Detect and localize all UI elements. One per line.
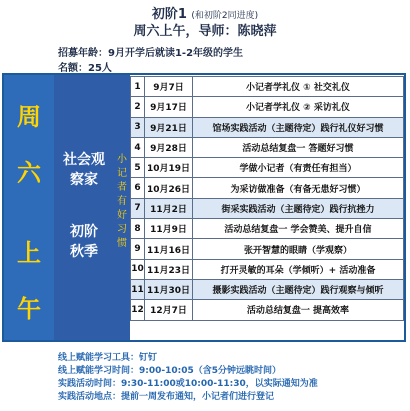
session-number: 3: [131, 117, 145, 137]
day-char-4: 午: [17, 294, 41, 323]
session-activity: 学做小记者（有责任有担当）: [193, 158, 404, 178]
session-activity: 活动总结复盘一 提高效率: [193, 300, 404, 320]
session-activity: 小记者学礼仪 ② 采访礼仪: [193, 97, 404, 117]
session-activity: 馆场实践活动（主题待定）践行礼仪好习惯: [193, 117, 404, 137]
course-name-line-1: 社会观: [63, 152, 105, 168]
table-row: [131, 239, 404, 259]
course-title-panel: [54, 75, 114, 340]
schedule-table: [130, 76, 404, 321]
session-number: 8: [131, 219, 145, 239]
session-date: 11月2日: [145, 198, 193, 218]
session-number: 4: [131, 137, 145, 157]
note-practice-time: 实践活动时间：9:30-11:00或10:00-11:30，以实际通知为准: [58, 379, 318, 389]
session-activity: 小记者学礼仪 ① 社交礼仪: [193, 77, 404, 97]
session-activity: 街采实践活动（主题待定）践行抗挫力: [193, 198, 404, 218]
table-row: [131, 97, 404, 117]
session-activity: 摄影实践活动（主题待定）践行观察与倾听: [193, 279, 404, 299]
course-level-line-1: 初阶: [70, 224, 98, 240]
session-date: 11月16日: [145, 239, 193, 259]
table-row: [131, 117, 404, 137]
table-row: [131, 178, 404, 198]
theme-label: 小记者有好习惯: [117, 154, 127, 249]
note-practice-place: 实践活动地点：提前一周发布通知，小记者们进行登记: [58, 392, 275, 402]
day-char-2: 六: [17, 158, 41, 187]
level-title: 初阶1: [151, 7, 187, 22]
day-banner: [4, 75, 54, 340]
table-row: [131, 158, 404, 178]
note-online-time: 线上赋能学习时间：9:00-10:05（含5分钟远眺时间）: [58, 366, 282, 376]
course-level-line-2: 秋季: [70, 244, 98, 260]
session-activity: 打开灵敏的耳朵（学倾听）+ 活动准备: [193, 259, 404, 279]
level-note: (和初阶2同进度): [191, 11, 259, 21]
session-number: 10: [131, 259, 145, 279]
session-date: 11月9日: [145, 219, 193, 239]
session-date: 11月23日: [145, 259, 193, 279]
day-char-3: 上: [17, 238, 41, 267]
session-number: 7: [131, 198, 145, 218]
session-number: 1: [131, 77, 145, 97]
session-date: 10月26日: [145, 178, 193, 198]
theme-strip: [114, 75, 130, 340]
session-teacher: 周六上午，导师：陈晓萍: [133, 24, 277, 39]
session-date: 9月17日: [145, 97, 193, 117]
enroll-age: 招募年龄：9月开学后就读1-2年级的学生: [58, 48, 244, 59]
table-row: [131, 259, 404, 279]
course-name-line-2: 察家: [70, 172, 98, 188]
table-row: [131, 198, 404, 218]
session-date: 12月7日: [145, 300, 193, 320]
session-activity: 活动总结复盘一 答题好习惯: [193, 137, 404, 157]
table-row: [131, 279, 404, 299]
session-date: 9月28日: [145, 137, 193, 157]
session-activity: 活动总结复盘一 学会赞美、提升自信: [193, 219, 404, 239]
session-date: 11月30日: [145, 279, 193, 299]
session-activity: 为采访做准备（有备无患好习惯）: [193, 178, 404, 198]
table-row: [131, 137, 404, 157]
session-date: 10月19日: [145, 158, 193, 178]
session-date: 9月21日: [145, 117, 193, 137]
session-number: 12: [131, 300, 145, 320]
table-row: [131, 300, 404, 320]
session-number: 9: [131, 239, 145, 259]
day-char-1: 周: [17, 102, 41, 131]
table-row: [131, 77, 404, 97]
session-number: 2: [131, 97, 145, 117]
quota: 名额：25人: [58, 63, 112, 74]
note-tool: 线上赋能学习工具：钉钉: [58, 353, 158, 363]
table-row: [131, 219, 404, 239]
session-activity: 张开智慧的眼睛（学观察）: [193, 239, 404, 259]
session-date: 9月7日: [145, 77, 193, 97]
session-number: 6: [131, 178, 145, 198]
session-number: 5: [131, 158, 145, 178]
session-number: 11: [131, 279, 145, 299]
